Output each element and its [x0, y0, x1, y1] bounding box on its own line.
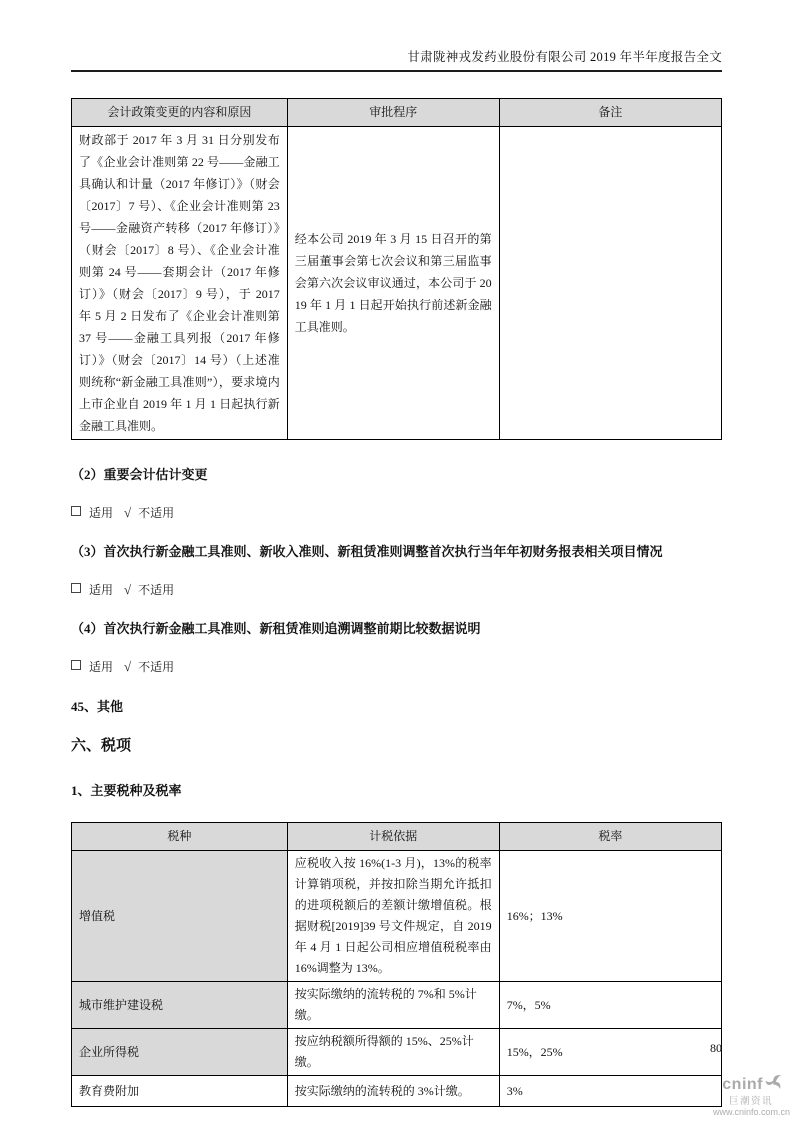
tax-row-education-surcharge [72, 1076, 722, 1107]
heading-first-adoption-adjustment: （3）首次执行新金融工具准则、新收入准则、新租赁准则调整首次执行当年年初财务报表相关项目情况 [71, 544, 663, 559]
tax-basis-cell: 应税收入按 16%(1-3 月)，13%的税率计算销项税，并按扣除当期允许抵扣的进项税额后的差额计缴增值税。根据财税[2019]39 号文件规定，自 2019 年 4 月 1 日起公司相应增值税税率由 16%调整为 13%。 [287, 851, 499, 982]
tax-basis-cell: 按应纳税额所得额的 15%、25%计缴。 [287, 1029, 499, 1076]
cninfo-logo-wordmark: cninf [722, 1076, 763, 1093]
tax-basis-cell: 按实际缴纳的流转税的 3%计缴。 [287, 1076, 499, 1107]
tax-rates-table [71, 822, 722, 1107]
checkbox-unchecked-icon [71, 506, 81, 516]
checkbox-unchecked-icon [71, 660, 81, 670]
cninfo-swirl-icon [765, 1074, 782, 1096]
policy-remark-cell [499, 127, 721, 440]
checkbox-unchecked-icon [71, 583, 81, 593]
tax-type-cell: 增值税 [72, 851, 288, 982]
policy-table-row [72, 127, 722, 440]
heading-main-taxes: 1、主要税种及税率 [71, 783, 182, 798]
cninfo-logo-url: www.cninfo.com.cn [712, 1107, 790, 1117]
not-applicable-label: 不适用 [138, 506, 175, 520]
tax-rate-cell: 3% [499, 1076, 721, 1107]
tax-table-header-row [72, 823, 722, 851]
tax-rate-cell: 15%，25% [499, 1029, 721, 1076]
tax-type-cell: 企业所得税 [72, 1029, 288, 1076]
tax-col-header-rate: 税率 [499, 823, 721, 851]
tax-row-vat [72, 851, 722, 982]
tax-row-corporate-income [72, 1029, 722, 1076]
tax-row-urban-maintenance [72, 982, 722, 1029]
heading-important-estimate-change: （2）重要会计估计变更 [71, 467, 208, 482]
page-number: 80 [710, 1041, 722, 1055]
heading-other: 45、其他 [71, 699, 124, 714]
accounting-policy-change-table [71, 98, 722, 440]
applicable-label: 适用 [89, 660, 114, 674]
tax-type-cell: 教育费附加 [72, 1076, 288, 1107]
heading-retrospective-adjustment: （4）首次执行新金融工具准则、新租赁准则追溯调整前期比较数据说明 [71, 621, 481, 636]
policy-col-header-approval: 审批程序 [287, 99, 499, 127]
policy-col-header-content: 会计政策变更的内容和原因 [72, 99, 288, 127]
policy-col-header-remark: 备注 [499, 99, 721, 127]
check-mark: √ [124, 582, 132, 597]
check-mark: √ [124, 505, 132, 520]
not-applicable-label: 不适用 [138, 660, 175, 674]
check-mark: √ [124, 659, 132, 674]
policy-approval-cell: 经本公司 2019 年 3 月 15 日召开的第三届董事会第七次会议和第三届监事会第六次会议审议通过，本公司于 2019 年 1 月 1 日起开始执行前述新金融工具准则。 [287, 127, 499, 440]
not-applicable-label: 不适用 [138, 583, 175, 597]
applicable-label: 适用 [89, 583, 114, 597]
policy-change-content-cell: 财政部于 2017 年 3 月 31 日分别发布了《企业会计准则第 22 号——金融工具确认和计量（2017 年修订）》（财会〔2017〕7 号）、《企业会计准则第 23 号——金融资产转移（2017 年修订）》（财会〔2017〕8 号）、《企业会计准则第 24 号——套期会计（2017 年修订）》（财会〔2017〕9 号），于 2017 年 5 月 2 日发布了《企业会计准则第 37 号——金融工具列报（2017 年修订）》（财会〔2017〕14 号）（上述准则统称“新金融工具准则”），要求境内上市企业自 2019 年 1 月 1 日起执行新金融工具准则。 [72, 127, 288, 440]
cninfo-logo-subtitle: 巨潮资讯 [728, 1096, 773, 1107]
applicability-line-1 [71, 504, 722, 522]
tax-rate-cell: 7%，5% [499, 982, 721, 1029]
tax-basis-cell: 按实际缴纳的流转税的 7%和 5%计缴。 [287, 982, 499, 1029]
policy-table-header-row [72, 99, 722, 127]
heading-tax-section: 六、税项 [71, 738, 132, 754]
page-header-title: 甘肃陇神戎发药业股份有限公司 2019 年半年度报告全文 [71, 0, 722, 72]
tax-type-cell: 城市维护建设税 [72, 982, 288, 1029]
tax-rate-cell: 16%；13% [499, 851, 721, 982]
tax-col-header-type: 税种 [72, 823, 288, 851]
applicable-label: 适用 [89, 506, 114, 520]
applicability-line-3 [71, 658, 722, 676]
tax-col-header-basis: 计税依据 [287, 823, 499, 851]
applicability-line-2 [71, 581, 722, 599]
cninfo-logo [698, 1074, 790, 1118]
